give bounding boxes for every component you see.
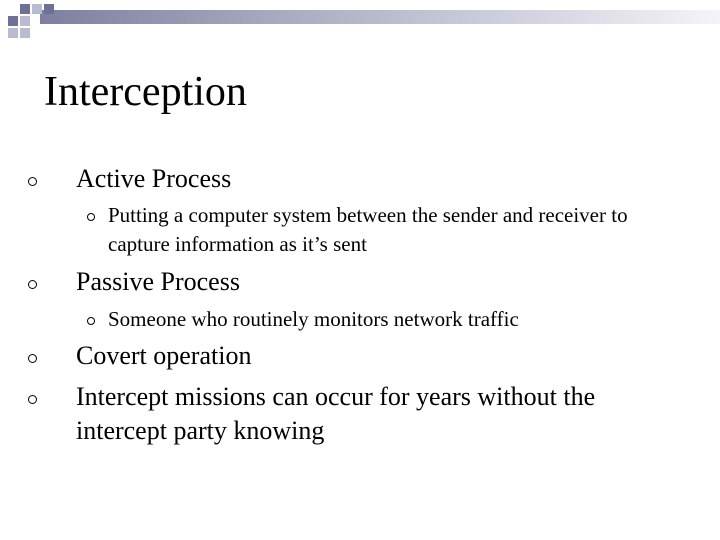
hollow-circle-bullet-icon bbox=[87, 317, 95, 325]
hollow-circle-bullet-icon bbox=[28, 354, 37, 363]
hollow-circle-bullet-icon bbox=[28, 177, 37, 186]
header-gradient-bar bbox=[40, 10, 720, 24]
slide-title: Interception bbox=[44, 69, 247, 115]
bullet-text: Covert operation bbox=[76, 341, 252, 370]
header-square-icon bbox=[8, 16, 18, 26]
header-square-icon bbox=[20, 28, 30, 38]
sub-bullet-text: Putting a computer system between the sender and receiver to capture information as it’s sent bbox=[108, 203, 628, 256]
bullet-text: Passive Process bbox=[76, 267, 240, 296]
hollow-circle-bullet-icon bbox=[28, 395, 37, 404]
bullet-text: Intercept missions can occur for years without the intercept party knowing bbox=[76, 382, 596, 445]
header-square-icon bbox=[44, 4, 54, 14]
header-square-icon bbox=[20, 16, 30, 26]
sub-bullet-text: Someone who routinely monitors network traffic bbox=[108, 307, 519, 331]
bullet-text: Active Process bbox=[76, 164, 232, 193]
header-decoration bbox=[0, 0, 720, 46]
header-square-icon bbox=[20, 4, 30, 14]
hollow-circle-bullet-icon bbox=[87, 213, 95, 221]
header-square-icon bbox=[8, 28, 18, 38]
header-square-icon bbox=[32, 4, 42, 14]
hollow-circle-bullet-icon bbox=[28, 280, 37, 289]
